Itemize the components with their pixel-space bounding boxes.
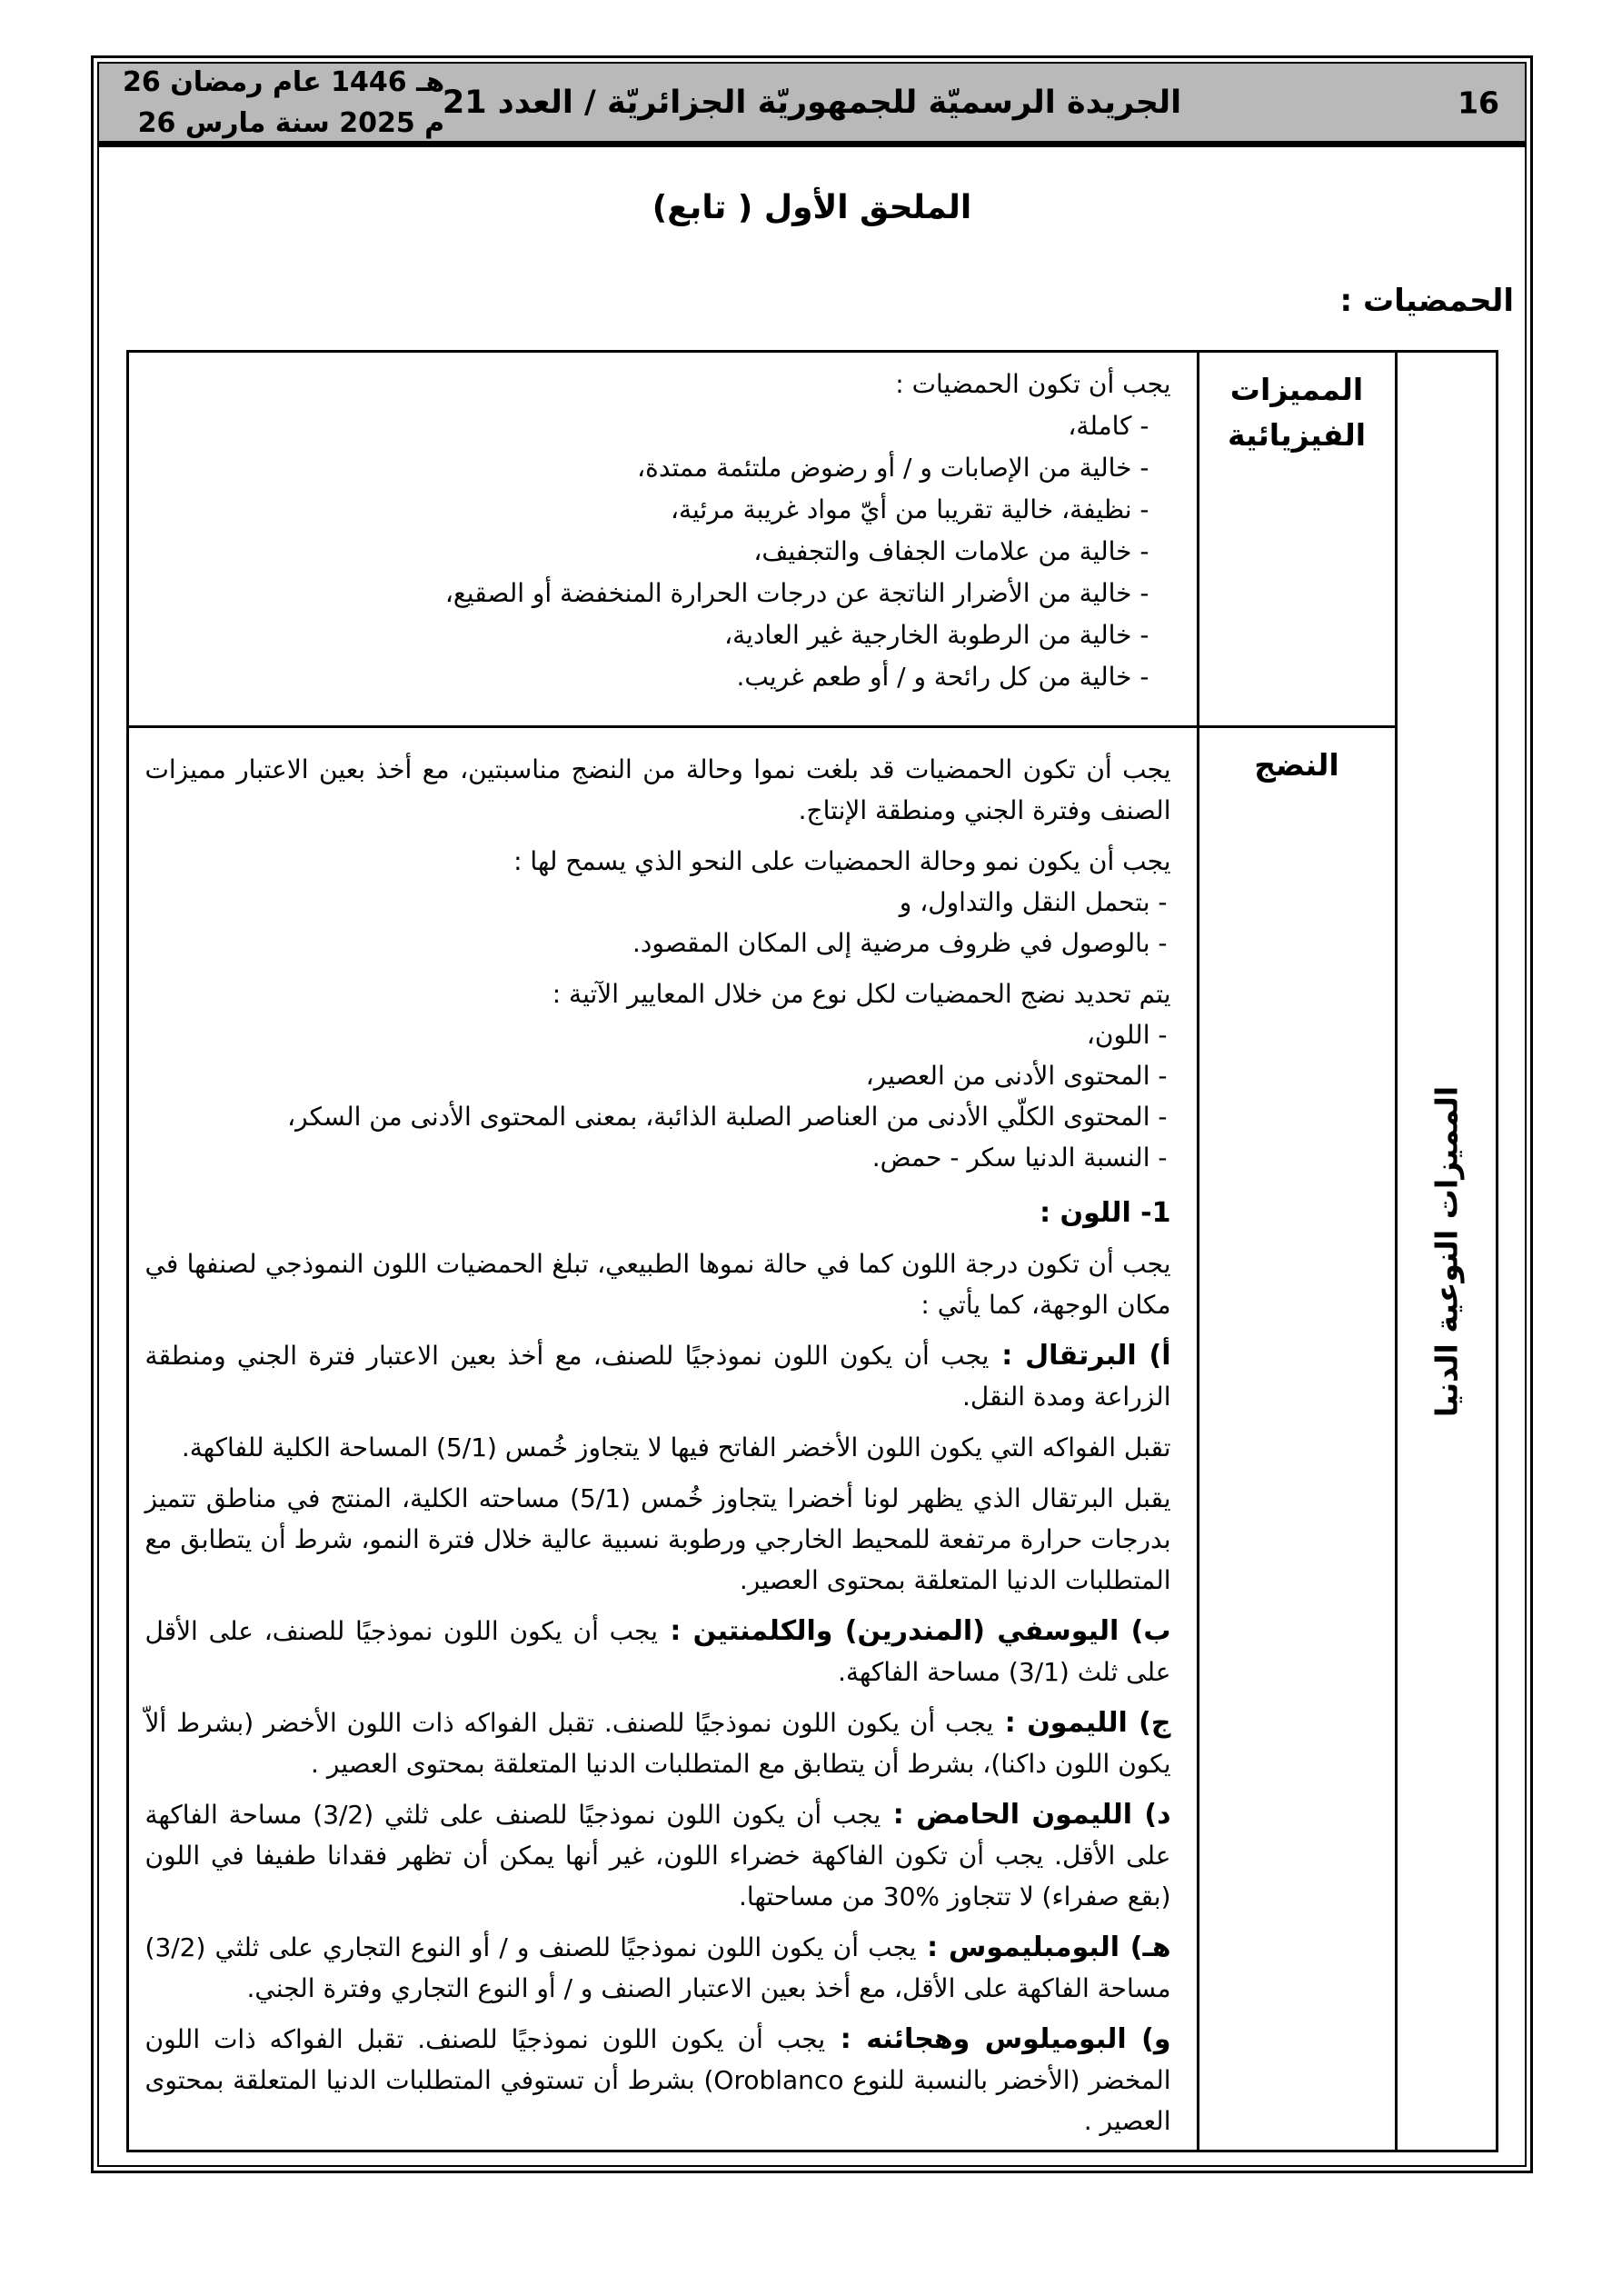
vertical-header-cell bbox=[1396, 352, 1497, 2151]
list-item: - نظيفة، خالية تقريبا من أيّ مواد غريبة مرئية، bbox=[670, 494, 1149, 524]
item-lead: هـ) البومبليموس : bbox=[916, 1932, 1171, 1963]
maturity-row bbox=[127, 727, 1497, 2151]
paragraph: يقبل البرتقال الذي يظهر لونا أخضرا يتجاوز خُمس (5/1) مساحته الكلية، المنتج في مناطق تتميز بدرجات حرارة مرتفعة للمحيط الخارجي ورطوبة نسبية عالية خلال فترة النمو، شرط أن يتطابق مع المتطلبات الدنيا المتعلقة بمحتوى العصير. bbox=[144, 1483, 1171, 1595]
page-frame-inner bbox=[97, 62, 1527, 2167]
item-lead: أ) البرتقال : bbox=[989, 1340, 1171, 1372]
paragraph: تقبل الفواكه التي يكون اللون الأخضر الفاتح فيها لا يتجاوز خُمس (5/1) المساحة الكلية للفاكهة. bbox=[181, 1433, 1171, 1462]
paragraph: أ) البرتقال : يجب أن يكون اللون نموذجيًا للصنف، مع أخذ بعين الاعتبار فترة الجني ومنطقة الزراعة ومدة النقل. bbox=[144, 1340, 1171, 1412]
annex-title: الملحق الأول ( تابع) bbox=[652, 189, 972, 226]
list-item: - بالوصول في ظروف مرضية إلى المكان المقصود. bbox=[632, 928, 1168, 958]
physical-characteristics-cell bbox=[127, 352, 1198, 727]
item-lead: و) البوميلوس وهجائنه : bbox=[825, 2023, 1171, 2055]
item-lead: ج) الليمون : bbox=[993, 1707, 1171, 1739]
physical-characteristics-row bbox=[127, 352, 1497, 727]
list-item: - خالية من الأضرار الناتجة عن درجات الحرارة المنخفضة أو الصقيع، bbox=[444, 578, 1149, 608]
paragraph: يجب أن يكون نمو وحالة الحمضيات على النحو الذي يسمح لها : bbox=[513, 846, 1171, 876]
list-item: - خالية من علامات الجفاف والتجفيف، bbox=[753, 536, 1149, 566]
physical-characteristics-list bbox=[145, 405, 1171, 698]
date-word: عام bbox=[272, 65, 322, 98]
hijri-date bbox=[123, 62, 444, 103]
citrus-requirements-table bbox=[126, 350, 1498, 2152]
paragraph: هـ) البومبليموس : يجب أن يكون اللون نموذجيًا للصنف و / أو النوع التجاري على ثلثي (3/2) مساحة الفاكهة على الأقل، مع أخذ بعين الاعتبار الصنف و / أو النوع التجاري وفترة الجني. bbox=[144, 1932, 1171, 2003]
physical-characteristics-body bbox=[145, 364, 1171, 698]
page-frame-outer bbox=[91, 55, 1533, 2173]
list-item: - بتحمل النقل والتداول، و bbox=[899, 887, 1168, 917]
date-word: سنة bbox=[274, 106, 330, 139]
paragraph: ج) الليمون : يجب أن يكون اللون نموذجيًا للصنف. تقبل الفواكه ذات اللون الأخضر (بشرط ألاّ يكون اللون داكنا)، بشرط أن يتطابق مع المتطلبات الدنيا المتعلقة بمحتوى العصير . bbox=[144, 1707, 1171, 1779]
list-item: - اللون، bbox=[1086, 1020, 1168, 1050]
vertical-header-label: المميزات النوعية الدنيا bbox=[1428, 1085, 1464, 1417]
date-block bbox=[123, 62, 444, 144]
row-header-physical: المميزات الفيزيائية bbox=[1198, 352, 1396, 727]
item-lead: د) الليمون الحامض : bbox=[881, 1799, 1171, 1831]
paragraph: ب) اليوسفي (المندرين) والكلمنتين : يجب أن يكون اللون نموذجيًا للصنف، على الأقل على ثلث (3/1) مساحة الفاكهة. bbox=[144, 1615, 1171, 1687]
list-item: - خالية من كل رائحة و / أو طعم غريب. bbox=[736, 662, 1149, 692]
paragraph: د) الليمون الحامض : يجب أن يكون اللون نموذجيًا للصنف على ثلثي (3/2) مساحة الفاكهة على الأقل. يجب أن تكون الفاكهة خضراء اللون، غير أنها يمكن أن تظهر فقدانا طفيفا في اللون (بقع صفراء) لا تتجاوز %30 من مساحتها. bbox=[144, 1799, 1171, 1912]
list-item: - كاملة، bbox=[1068, 411, 1149, 441]
page-number: 16 bbox=[1458, 85, 1499, 120]
list-item: - المحتوى الأدنى من العصير، bbox=[865, 1061, 1168, 1091]
paragraph: يجب أن تكون درجة اللون كما في حالة نموها الطبيعي، تبلغ الحمضيات اللون النموذجي لصنفها في مكان الوجهة، كما يأتي : bbox=[144, 1249, 1171, 1320]
list-item: - المحتوى الكلّي الأدنى من العناصر الصلبة الذائبة، بمعنى المحتوى الأدنى من السكر، bbox=[287, 1102, 1168, 1132]
date-word: مارس bbox=[184, 106, 266, 139]
paragraph: يتم تحديد نضج الحمضيات لكل نوع من خلال المعايير الآتية : bbox=[552, 979, 1171, 1009]
page-header-bar bbox=[99, 64, 1525, 147]
sub-heading: 1- اللون : bbox=[1040, 1197, 1171, 1229]
date-word: 2025 bbox=[339, 106, 415, 139]
date-word: 1446 bbox=[331, 65, 407, 98]
section-label: الحمضيات : bbox=[1339, 283, 1514, 319]
gregorian-date bbox=[123, 103, 444, 144]
date-word: 26 bbox=[137, 106, 176, 139]
list-item: - خالية من الرطوبة الخارجية غير العادية، bbox=[724, 620, 1149, 650]
paragraph: يجب أن تكون الحمضيات قد بلغت نموا وحالة من النضج مناسبتين، مع أخذ بعين الاعتبار مميزات الصنف وفترة الجني ومنطقة الإنتاج. bbox=[144, 754, 1171, 825]
row-header-maturity: النضج bbox=[1198, 727, 1396, 2151]
physical-intro: يجب أن تكون الحمضيات : bbox=[895, 369, 1171, 399]
maturity-body bbox=[145, 749, 1171, 2141]
list-item: - النسبة الدنيا سكر - حمض. bbox=[871, 1143, 1168, 1173]
journal-title: الجريدة الرسميّة للجمهوريّة الجزائريّة / العدد 21 bbox=[442, 84, 1182, 121]
item-lead: ب) اليوسفي (المندرين) والكلمنتين : bbox=[658, 1615, 1171, 1647]
paragraph: و) البوميلوس وهجائنه : يجب أن يكون اللون نموذجيًا للصنف. تقبل الفواكه ذات اللون المخضر (الأخضر بالنسبة للنوع Oroblanco) بشرط أن تستوفي المتطلبات الدنيا المتعلقة بمحتوى العصير . bbox=[144, 2023, 1171, 2136]
date-word: 26 bbox=[123, 65, 161, 98]
maturity-cell bbox=[127, 727, 1198, 2151]
date-word: رمضان bbox=[170, 65, 264, 98]
date-word: م bbox=[424, 106, 445, 139]
date-word: هـ bbox=[416, 65, 445, 98]
list-item: - خالية من الإصابات و / أو رضوض ملتئمة ممتدة، bbox=[637, 453, 1149, 483]
